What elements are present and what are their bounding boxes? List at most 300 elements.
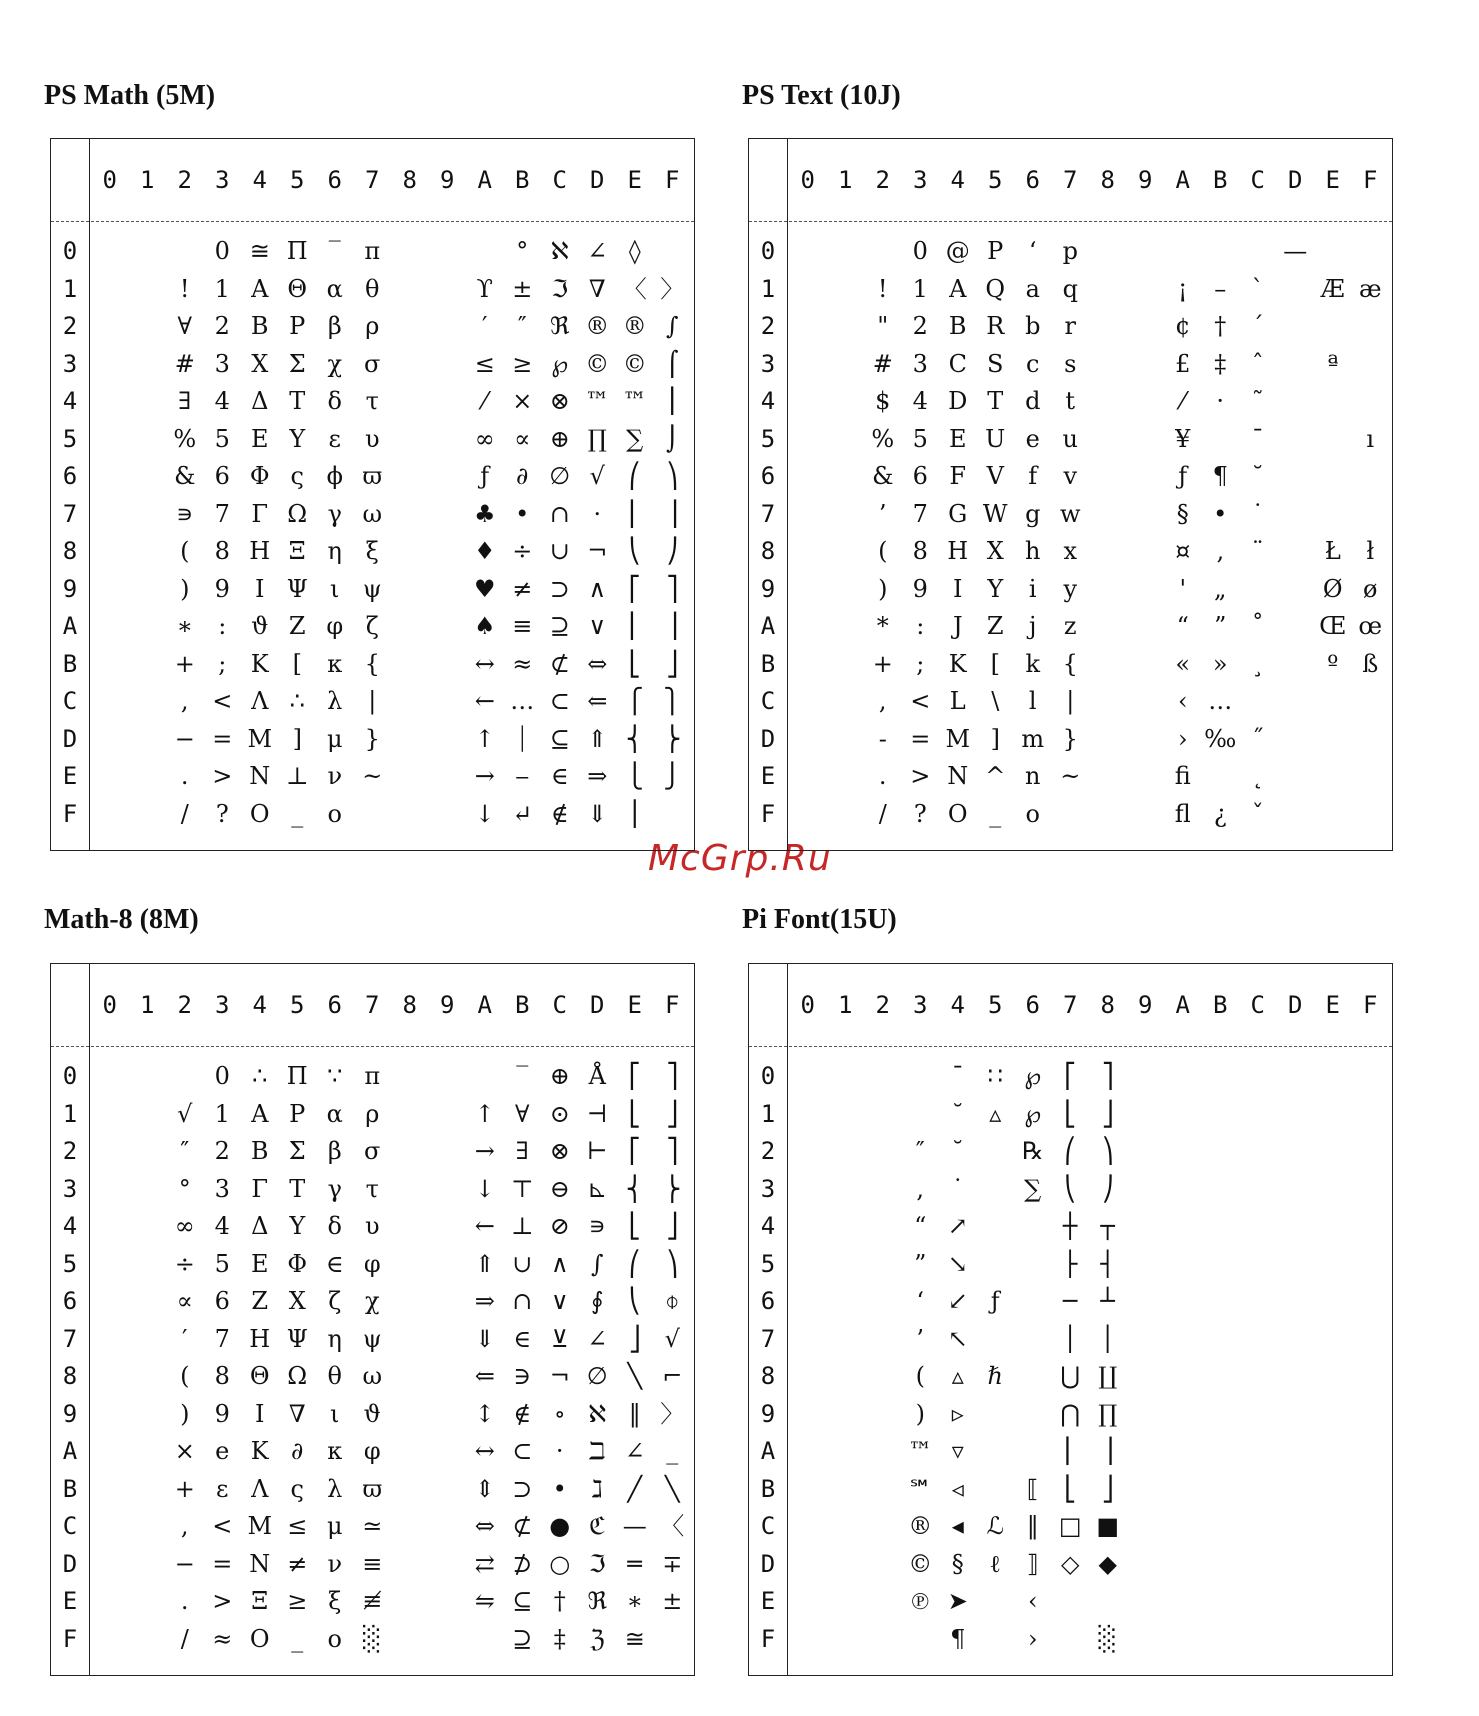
glyph-cell: ░ bbox=[363, 1624, 382, 1653]
glyph-cell: ℭ bbox=[588, 1512, 606, 1540]
row-header: 3 bbox=[760, 349, 776, 378]
glyph-cell: ♥ bbox=[473, 574, 496, 603]
row-header: 0 bbox=[62, 237, 78, 265]
glyph-cell: 8 bbox=[214, 537, 230, 565]
glyph-cell: ε bbox=[216, 1474, 229, 1503]
glyph-cell: ′ bbox=[482, 312, 488, 340]
glyph-cell: ⊇ bbox=[549, 612, 570, 640]
glyph-cell: _ bbox=[291, 799, 304, 828]
row-header: 4 bbox=[760, 1212, 776, 1240]
glyph-cell: › bbox=[1027, 1624, 1038, 1653]
table-divider-horizontal bbox=[749, 1046, 1392, 1047]
glyph-cell: δ bbox=[327, 1212, 342, 1240]
glyph-cell: ⎢ bbox=[628, 612, 641, 640]
glyph-cell: ⌐ bbox=[662, 1362, 683, 1390]
glyph-cell: m bbox=[1021, 724, 1045, 753]
glyph-cell: 3 bbox=[214, 1174, 230, 1203]
glyph-cell: τ bbox=[365, 1174, 379, 1203]
glyph-cell: □ bbox=[1058, 1512, 1082, 1540]
glyph-cell: θ bbox=[365, 274, 380, 303]
glyph-cell: ⊤ bbox=[510, 1174, 534, 1203]
glyph-cell: ˙ bbox=[1251, 499, 1264, 528]
glyph-cell: ⎨ bbox=[625, 724, 644, 753]
glyph-cell: ℗ bbox=[911, 1587, 930, 1615]
row-header: 2 bbox=[760, 312, 776, 340]
glyph-cell: ‰ bbox=[1204, 724, 1237, 753]
glyph-cell: ∨ bbox=[588, 612, 607, 640]
glyph-cell: æ bbox=[1358, 274, 1382, 303]
glyph-cell: » bbox=[1212, 649, 1228, 678]
glyph-cell: η bbox=[327, 537, 342, 565]
row-header: 0 bbox=[62, 1062, 78, 1090]
glyph-cell: < bbox=[212, 1512, 233, 1540]
glyph-cell: ∞ bbox=[474, 424, 495, 453]
glyph-cell: ⎯ bbox=[516, 762, 529, 790]
glyph-cell: ➤ bbox=[947, 1587, 968, 1615]
glyph-cell: ζ bbox=[365, 612, 379, 640]
glyph-cell: χ bbox=[327, 349, 343, 378]
glyph-cell: ● bbox=[549, 1512, 571, 1540]
glyph-cell: φ bbox=[326, 612, 344, 640]
glyph-cell: ⊘ bbox=[549, 1212, 570, 1240]
glyph-cell: & bbox=[174, 462, 196, 490]
glyph-cell: ϖ bbox=[362, 462, 383, 490]
glyph-cell: ∃ bbox=[515, 1137, 529, 1165]
glyph-cell: Ψ bbox=[286, 1324, 308, 1353]
glyph-cell: Τ bbox=[289, 1174, 306, 1203]
glyph-cell: § bbox=[951, 1549, 964, 1578]
glyph-cell: ± bbox=[512, 274, 533, 303]
glyph-cell: ⌽ bbox=[665, 1287, 680, 1315]
glyph-cell: Χ bbox=[251, 349, 269, 378]
glyph-cell: ∏ bbox=[587, 424, 607, 453]
glyph-cell: ~ bbox=[1060, 762, 1081, 790]
glyph-cell: ƒ bbox=[480, 462, 490, 490]
glyph-cell: £ bbox=[1175, 349, 1191, 378]
glyph-cell: @ bbox=[945, 237, 970, 265]
glyph-cell: 4 bbox=[912, 387, 928, 415]
glyph-cell: ▿ bbox=[951, 1437, 964, 1465]
row-header: C bbox=[62, 1512, 78, 1540]
column-header: 6 bbox=[1025, 166, 1040, 194]
glyph-cell: ⎡ bbox=[1064, 1062, 1077, 1090]
glyph-cell: ⎤ bbox=[666, 574, 679, 603]
glyph-cell: ı bbox=[1366, 424, 1375, 453]
glyph-cell: œ bbox=[1358, 612, 1383, 640]
glyph-cell: 〉 bbox=[660, 1399, 685, 1428]
glyph-cell: τ bbox=[365, 387, 379, 415]
glyph-cell: γ bbox=[327, 1174, 342, 1203]
glyph-cell: ˙ bbox=[951, 1174, 964, 1203]
glyph-cell: ∗ bbox=[626, 1587, 643, 1615]
glyph-cell: │ bbox=[1100, 1324, 1115, 1353]
glyph-cell: Υ bbox=[289, 424, 306, 453]
glyph-cell: © bbox=[622, 349, 647, 378]
glyph-cell: ▵ bbox=[951, 1362, 964, 1390]
glyph-cell: ⎞ bbox=[666, 462, 679, 490]
glyph-cell: ] bbox=[990, 724, 1000, 753]
glyph-cell: 4 bbox=[214, 1212, 230, 1240]
glyph-cell: • bbox=[515, 499, 530, 528]
row-header: 4 bbox=[760, 387, 776, 415]
glyph-cell: ϕ bbox=[326, 462, 343, 490]
row-header: C bbox=[760, 1512, 776, 1540]
glyph-cell: ⎨ bbox=[625, 1174, 644, 1203]
glyph-cell: ∇ bbox=[288, 1399, 306, 1428]
glyph-cell: Z bbox=[986, 612, 1004, 640]
column-header: F bbox=[665, 991, 680, 1019]
row-header: 7 bbox=[760, 1324, 776, 1353]
glyph-cell: ς bbox=[290, 1474, 304, 1503]
glyph-cell: ⊕ bbox=[549, 1062, 570, 1090]
glyph-cell: ∫ bbox=[665, 312, 679, 340]
row-header: B bbox=[760, 1474, 776, 1503]
glyph-cell: = bbox=[212, 724, 233, 753]
glyph-cell: · bbox=[1216, 387, 1225, 415]
glyph-cell: φ bbox=[363, 1249, 381, 1278]
glyph-cell: Τ bbox=[289, 387, 306, 415]
glyph-cell: ⊗ bbox=[549, 387, 570, 415]
glyph-cell: ł bbox=[1366, 537, 1375, 565]
glyph-cell: Α bbox=[251, 1099, 269, 1128]
column-header: B bbox=[1213, 166, 1228, 194]
glyph-cell: ∠ bbox=[624, 1437, 645, 1465]
row-header: 8 bbox=[62, 1362, 78, 1390]
glyph-cell: 〈 bbox=[660, 1512, 685, 1540]
glyph-cell: , bbox=[916, 1174, 925, 1203]
row-header: 3 bbox=[62, 349, 78, 378]
glyph-cell: ™ bbox=[585, 387, 610, 415]
glyph-cell: ν bbox=[327, 1549, 343, 1578]
column-header: E bbox=[1325, 991, 1340, 1019]
glyph-cell: ⊙ bbox=[549, 1099, 570, 1128]
glyph-cell: ⊂ bbox=[512, 1437, 533, 1465]
glyph-cell: . bbox=[878, 762, 887, 790]
glyph-cell: ∗ bbox=[176, 612, 193, 640]
glyph-cell: Y bbox=[987, 574, 1004, 603]
glyph-cell: Ψ bbox=[286, 574, 308, 603]
glyph-cell: ⎟ bbox=[666, 499, 679, 528]
glyph-cell: ^ bbox=[985, 762, 1006, 790]
glyph-cell: ∪ bbox=[549, 537, 570, 565]
column-header: 9 bbox=[440, 991, 455, 1019]
glyph-cell: ⊅ bbox=[512, 1549, 533, 1578]
glyph-cell: ∷ bbox=[987, 1062, 1003, 1090]
glyph-cell: fi bbox=[1174, 762, 1191, 790]
glyph-cell: ϑ bbox=[363, 1399, 381, 1428]
glyph-cell: Θ bbox=[249, 1362, 270, 1390]
table-divider-vertical bbox=[787, 139, 788, 850]
glyph-cell: p bbox=[1062, 237, 1078, 265]
glyph-cell: „ bbox=[1214, 574, 1227, 603]
glyph-cell: Φ bbox=[249, 462, 270, 490]
glyph-cell: ∅ bbox=[549, 462, 571, 490]
row-header: F bbox=[62, 799, 78, 828]
glyph-cell: ℜ bbox=[549, 312, 570, 340]
glyph-cell: ↙ bbox=[947, 1287, 968, 1315]
row-header: B bbox=[62, 649, 78, 678]
row-header: 4 bbox=[62, 387, 78, 415]
glyph-cell: ⋅ bbox=[593, 499, 602, 528]
glyph-cell: E bbox=[948, 424, 967, 453]
glyph-cell: ; bbox=[916, 649, 925, 678]
glyph-cell: ξ bbox=[365, 537, 379, 565]
glyph-cell: ∀ bbox=[177, 312, 192, 340]
glyph-cell: d bbox=[1025, 387, 1041, 415]
glyph-cell: ¬ bbox=[587, 537, 608, 565]
glyph-cell: ⋃ bbox=[1060, 1362, 1081, 1390]
glyph-cell: ζ bbox=[328, 1287, 342, 1315]
glyph-cell: ∈ bbox=[550, 762, 569, 790]
glyph-cell: 1 bbox=[214, 274, 230, 303]
glyph-cell: i bbox=[1028, 574, 1037, 603]
glyph-cell: ℓ bbox=[989, 1549, 1001, 1578]
glyph-cell: κ bbox=[327, 1437, 343, 1465]
glyph-cell: º bbox=[1327, 649, 1339, 678]
glyph-cell: ? bbox=[215, 799, 229, 828]
glyph-cell: θ bbox=[327, 1362, 342, 1390]
glyph-cell: Π bbox=[286, 237, 308, 265]
glyph-cell: Κ bbox=[250, 649, 269, 678]
glyph-cell: ⊇ bbox=[512, 1624, 533, 1653]
glyph-cell: ς bbox=[290, 462, 304, 490]
column-header: 2 bbox=[875, 166, 890, 194]
glyph-cell: } bbox=[364, 724, 380, 753]
glyph-cell: ø bbox=[1363, 574, 1378, 603]
glyph-cell: ⎫ bbox=[663, 687, 682, 715]
column-header: 8 bbox=[1100, 991, 1115, 1019]
glyph-cell: > bbox=[910, 762, 931, 790]
glyph-cell: | bbox=[368, 687, 377, 715]
glyph-cell: ∍ bbox=[588, 1212, 606, 1240]
glyph-cell: V bbox=[986, 462, 1004, 490]
glyph-cell: → bbox=[474, 762, 495, 790]
row-header: E bbox=[760, 762, 776, 790]
glyph-cell: ¬ bbox=[549, 1362, 570, 1390]
glyph-cell: 7 bbox=[214, 1324, 230, 1353]
glyph-cell: k bbox=[1025, 649, 1041, 678]
glyph-cell: ª bbox=[1327, 349, 1339, 378]
glyph-cell: Σ bbox=[288, 1137, 306, 1165]
glyph-cell: ~ bbox=[362, 762, 383, 790]
glyph-cell: fl bbox=[1174, 799, 1191, 828]
glyph-cell: Σ bbox=[288, 349, 306, 378]
glyph-cell: Q bbox=[985, 274, 1006, 303]
glyph-cell: ∐ bbox=[1098, 1362, 1118, 1390]
glyph-cell: ≤ bbox=[474, 349, 495, 378]
glyph-cell: ≠ bbox=[512, 574, 533, 603]
glyph-cell: © bbox=[908, 1549, 933, 1578]
column-header: 3 bbox=[215, 166, 230, 194]
glyph-cell: ¯ bbox=[1251, 424, 1264, 453]
row-header: 0 bbox=[760, 1062, 776, 1090]
glyph-cell: ⎮ bbox=[665, 387, 679, 415]
glyph-cell: ´ bbox=[1251, 312, 1264, 340]
glyph-cell: ⎛ bbox=[628, 1249, 641, 1278]
glyph-cell: ( bbox=[915, 1362, 925, 1390]
glyph-cell: ∠ bbox=[587, 237, 608, 265]
column-header: 5 bbox=[290, 991, 305, 1019]
glyph-cell: ℘ bbox=[551, 349, 569, 378]
column-header: A bbox=[1175, 991, 1190, 1019]
column-header: 1 bbox=[838, 991, 853, 1019]
glyph-cell: ≈ bbox=[512, 649, 533, 678]
glyph-cell: # bbox=[872, 349, 893, 378]
glyph-cell: \ bbox=[991, 687, 1000, 715]
column-header: C bbox=[1250, 166, 1265, 194]
column-header: 2 bbox=[177, 991, 192, 1019]
column-header: 5 bbox=[988, 166, 1003, 194]
glyph-cell: . bbox=[180, 762, 189, 790]
glyph-cell: Η bbox=[249, 537, 271, 565]
table-divider-horizontal bbox=[51, 221, 694, 222]
glyph-cell: ≅ bbox=[624, 1624, 645, 1653]
glyph-cell: ⎦ bbox=[666, 1212, 679, 1240]
glyph-cell: ╱ bbox=[627, 1474, 642, 1503]
glyph-cell: ‹ bbox=[1027, 1587, 1038, 1615]
column-header: D bbox=[1288, 166, 1303, 194]
glyph-cell: ⊕ bbox=[549, 424, 570, 453]
glyph-cell: ∵ bbox=[327, 1062, 343, 1090]
glyph-cell: 6 bbox=[214, 462, 230, 490]
glyph-cell: ○ bbox=[549, 1549, 571, 1578]
column-header: D bbox=[590, 166, 605, 194]
glyph-cell: σ bbox=[364, 349, 381, 378]
glyph-cell: ) bbox=[878, 574, 888, 603]
glyph-cell: … bbox=[510, 687, 535, 715]
glyph-cell: ⎡ bbox=[628, 1137, 641, 1165]
glyph-cell: † bbox=[1214, 312, 1227, 340]
glyph-cell: ε bbox=[328, 424, 341, 453]
column-header: E bbox=[627, 991, 642, 1019]
glyph-cell: – bbox=[1214, 274, 1227, 303]
glyph-cell: ∮ bbox=[590, 1287, 604, 1315]
glyph-cell: a bbox=[1025, 274, 1040, 303]
glyph-cell: ⇒ bbox=[587, 762, 608, 790]
glyph-cell: × bbox=[512, 387, 533, 415]
glyph-cell: 6 bbox=[912, 462, 928, 490]
row-header: F bbox=[62, 1624, 78, 1653]
glyph-cell: ÷ bbox=[512, 537, 533, 565]
glyph-cell: ↑ bbox=[474, 724, 495, 753]
glyph-cell: R bbox=[986, 312, 1005, 340]
glyph-cell: ℒ bbox=[986, 1512, 1004, 1540]
glyph-cell: " bbox=[877, 312, 889, 340]
glyph-cell: + bbox=[872, 649, 893, 678]
column-header: F bbox=[665, 166, 680, 194]
glyph-cell: ⇕ bbox=[474, 1474, 495, 1503]
glyph-cell: ← bbox=[474, 687, 495, 715]
column-header: D bbox=[1288, 991, 1303, 1019]
column-header: 4 bbox=[950, 166, 965, 194]
glyph-cell: K bbox=[948, 649, 967, 678]
glyph-cell: Φ bbox=[287, 1249, 308, 1278]
glyph-cell: 8 bbox=[214, 1362, 230, 1390]
glyph-cell: ⊄ bbox=[512, 1512, 533, 1540]
column-header: F bbox=[1363, 991, 1378, 1019]
glyph-cell: r bbox=[1064, 312, 1076, 340]
glyph-cell: ⊗ bbox=[549, 1137, 570, 1165]
glyph-cell: ⊆ bbox=[512, 1587, 533, 1615]
glyph-cell: ∓ bbox=[662, 1549, 683, 1578]
glyph-cell: β bbox=[327, 1137, 342, 1165]
glyph-cell: ® bbox=[622, 312, 647, 340]
glyph-cell: ∝ bbox=[176, 1287, 193, 1315]
glyph-cell: π bbox=[364, 1062, 381, 1090]
glyph-cell: 0 bbox=[214, 1062, 230, 1090]
glyph-cell: φ bbox=[363, 1437, 381, 1465]
glyph-cell: ♦ bbox=[473, 537, 496, 565]
row-header: A bbox=[62, 612, 78, 640]
glyph-cell: Æ bbox=[1320, 274, 1345, 303]
glyph-cell: ∀ bbox=[515, 1099, 530, 1128]
glyph-cell: ⌠ bbox=[665, 349, 679, 378]
glyph-cell: ∏ bbox=[1098, 1399, 1118, 1428]
panel-title: PS Math (5M) bbox=[44, 80, 216, 111]
glyph-cell: , bbox=[878, 687, 887, 715]
row-header: 1 bbox=[62, 1099, 78, 1128]
row-header: 6 bbox=[62, 1287, 78, 1315]
glyph-cell: c bbox=[1026, 349, 1040, 378]
row-header: 6 bbox=[62, 462, 78, 490]
column-header: C bbox=[1250, 991, 1265, 1019]
glyph-cell: ⁄ bbox=[482, 387, 487, 415]
glyph-cell: ⎧ bbox=[625, 687, 644, 715]
column-header: 4 bbox=[950, 991, 965, 1019]
glyph-cell: ? bbox=[913, 799, 927, 828]
glyph-cell: t bbox=[1065, 387, 1076, 415]
glyph-cell: D bbox=[948, 387, 968, 415]
glyph-cell: C bbox=[948, 349, 967, 378]
glyph-cell: s bbox=[1064, 349, 1077, 378]
glyph-cell: Χ bbox=[288, 1287, 306, 1315]
row-header: D bbox=[62, 724, 78, 753]
glyph-cell: ( bbox=[180, 1362, 190, 1390]
column-header: 5 bbox=[988, 991, 1003, 1019]
glyph-cell: ' bbox=[1179, 574, 1187, 603]
glyph-cell: ∇ bbox=[588, 274, 606, 303]
glyph-cell: ξ bbox=[328, 1587, 342, 1615]
column-header: 1 bbox=[838, 166, 853, 194]
glyph-cell: : bbox=[916, 612, 925, 640]
glyph-cell: ─ bbox=[1063, 1287, 1078, 1315]
glyph-cell: ↓ bbox=[474, 1174, 495, 1203]
glyph-cell: ╲ bbox=[665, 1474, 680, 1503]
glyph-cell: ϖ bbox=[362, 1474, 383, 1503]
glyph-cell: ⊾ bbox=[587, 1174, 608, 1203]
glyph-cell: q bbox=[1062, 274, 1078, 303]
glyph-cell: ψ bbox=[362, 574, 382, 603]
glyph-cell: ┼ bbox=[1063, 1212, 1078, 1240]
glyph-cell: 5 bbox=[214, 424, 230, 453]
column-header: 8 bbox=[402, 991, 417, 1019]
glyph-cell: { bbox=[1062, 649, 1078, 678]
glyph-cell: ⟦ bbox=[1026, 1474, 1039, 1503]
glyph-cell: / bbox=[878, 799, 887, 828]
glyph-cell: J bbox=[952, 612, 963, 640]
glyph-cell: Μ bbox=[247, 1512, 273, 1540]
glyph-cell: y bbox=[1063, 574, 1078, 603]
glyph-cell: ’ bbox=[878, 499, 887, 528]
glyph-cell: $ bbox=[875, 387, 891, 415]
glyph-cell: Π bbox=[286, 1062, 308, 1090]
row-header: A bbox=[760, 612, 776, 640]
row-header: D bbox=[760, 724, 776, 753]
column-header: 1 bbox=[140, 166, 155, 194]
column-header: 6 bbox=[327, 991, 342, 1019]
glyph-cell: ⇓ bbox=[474, 1324, 495, 1353]
glyph-cell: ⊃ bbox=[549, 574, 570, 603]
